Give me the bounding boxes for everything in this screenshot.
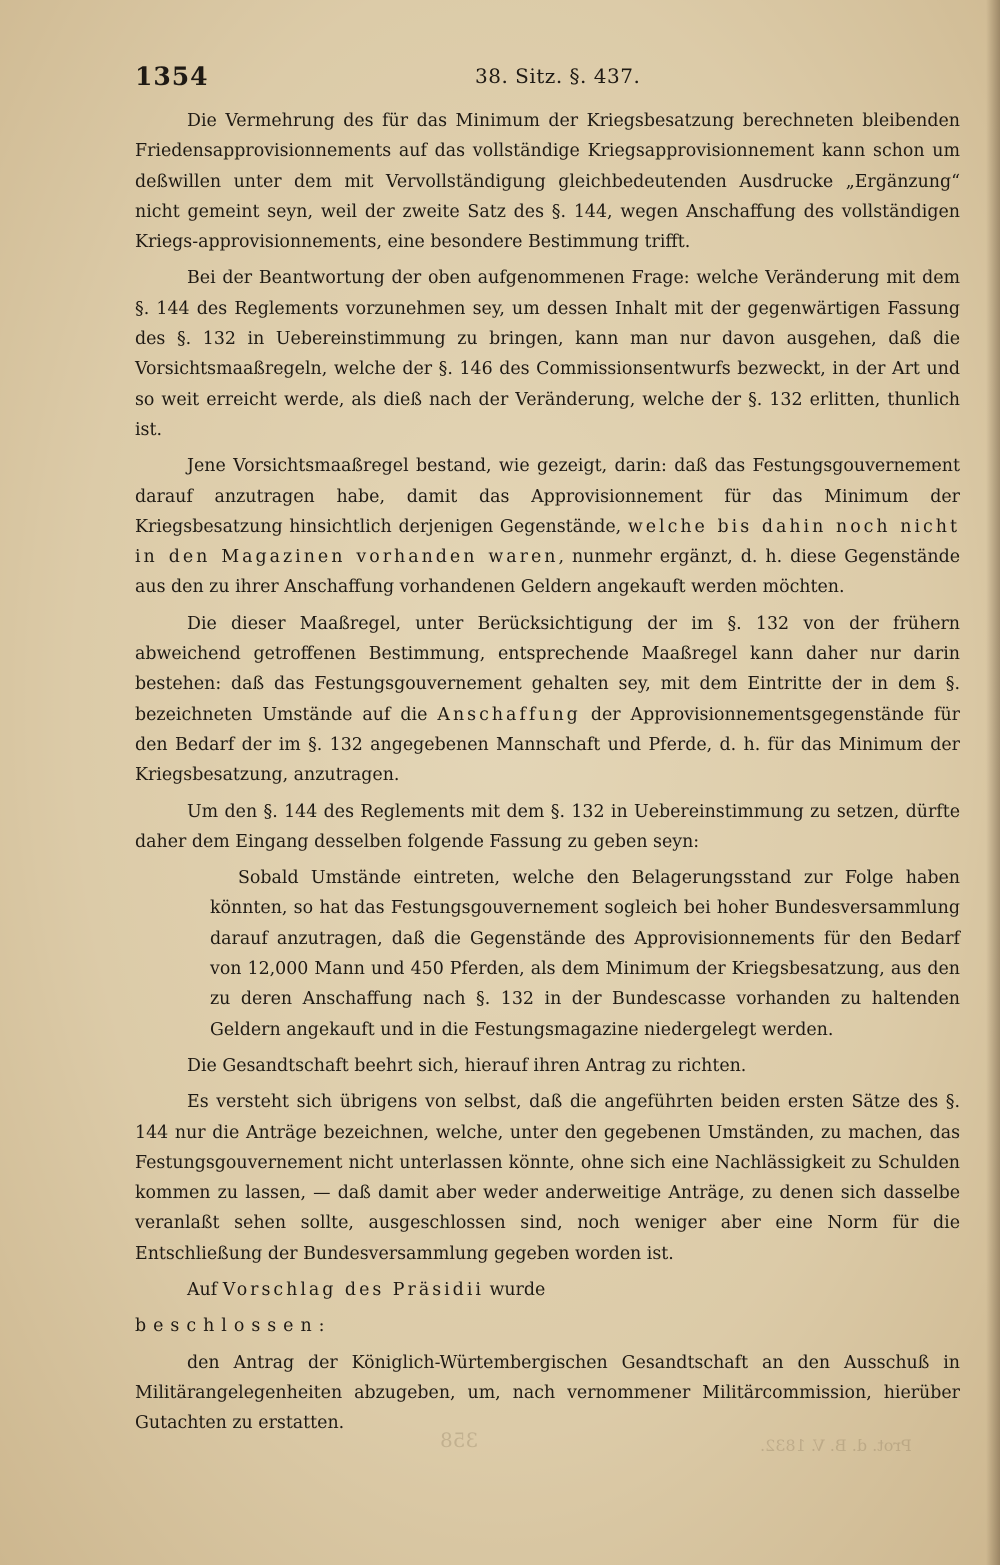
bleed-through-number: 358: [440, 1428, 479, 1452]
proposed-text-quote: Sobald Umstände eintreten, welche den Belagerungsstand zur Folge haben könnten, so hat das Festungsgouvernement sogleich bei hoher Bundesversammlung darauf anzutragen, daß die Gegenstände des Approvisionnements für den Bedarf von 12,000 Mann und 450 Pferden, als dem Minimum der Kriegsbesatzung, aus den zu deren Anschaffung nach §. 132 in der Bundescasse vorhanden zu haltenden Geldern angekauft und in die Festungsmagazine niedergelegt werden.: [210, 868, 960, 1040]
paragraph-8-text-a: Auf: [187, 1279, 223, 1300]
paragraph-8-text-b: wurde: [483, 1279, 546, 1300]
paragraph-3-text-b: , nunmehr ergänzt, d. h. diese Gegenstände aus den zu ihrer Anschaffung vorhandenen Geldern angekauft werden möchten.: [135, 547, 960, 598]
paragraph-4-emphasis: Anschaffung: [437, 704, 581, 725]
paragraph-8: [135, 1275, 960, 1305]
paragraph-4-text-a: Die dieser Maaßregel, unter Berücksichtigung der im §. 132 von der frühern abweichend getroffenen Bestimmung, entsprechende Maaßregel kann daher nur darin bestehen: daß das Festungsgouvernement gehalten sey, mit dem Eintritte der in dem §. bezeichneten Umstände auf die: [135, 613, 960, 725]
paragraph-9: den Antrag der Königlich-Würtembergischen Gesandtschaft an den Ausschuß in Militärangelegenheiten abzugeben, um, nach vernommener Militärcommission, hierüber Gutachten zu erstatten.: [135, 1352, 960, 1434]
bleed-through-text: Prot. d. B. V. 1832.: [760, 1436, 912, 1455]
paragraph-4: [135, 609, 960, 791]
paragraph-5: Um den §. 144 des Reglements mit dem §. 132 in Uebereinstimmung zu setzen, dürfte daher dem Eingang desselben folgende Fassung zu geben seyn:: [135, 801, 960, 852]
paragraph-2: Bei der Beantwortung der oben aufgenommenen Frage: welche Veränderung mit dem §. 144 des Reglements vorzunehmen sey, um dessen Inhalt mit der gegenwärtigen Fassung des §. 132 in Uebereinstimmung zu bringen, kann man nur davon ausgehen, daß die Vorsichtsmaaßregeln, welche der §. 146 des Commissionsentwurfs bezweckt, in der Art und so weit erreicht werde, als dieß nach der Veränderung, welche der §. 132 erlitten, thunlich ist.: [135, 268, 960, 440]
page-edge-shadow: [986, 0, 1000, 1565]
paragraph-6: Die Gesandtschaft beehrt sich, hierauf ihren Antrag zu richten.: [187, 1055, 747, 1076]
document-body: [135, 106, 960, 1444]
resolution-heading: beschlossen:: [135, 1316, 332, 1337]
paragraph-7: Es versteht sich übrigens von selbst, daß die angeführten beiden ersten Sätze des §. 144 nur die Anträge bezeichnen, welche, unter den gegebenen Umständen, zu machen, das Festungsgouvernement nicht unterlassen könnte, ohne sich eine Nachlässigkeit zu Schulden kommen zu lassen, — daß damit aber weder anderweitige Anträge, zu denen sich dasselbe veranlaßt sehen sollte, ausgeschlossen sind, noch weniger aber eine Norm für die Entschließung der Bundesversammlung gegeben worden ist.: [135, 1092, 960, 1264]
paragraph-1: Die Vermehrung des für das Minimum der Kriegsbesatzung berechneten bleibenden Friedensapprovisionnements auf das vollständige Kriegsapprovisionnement kann schon um deßwillen unter dem mit Vervollständigung gleichbedeutenden Ausdrucke „Ergänzung“ nicht gemeint seyn, weil der zweite Satz des §. 144, wegen Anschaffung des vollständigen Kriegs-approvisionnements, eine besondere Bestimmung trifft.: [135, 111, 960, 253]
paragraph-3-text-a: Jene Vorsichtsmaaßregel bestand, wie gezeigt, darin: daß das Festungsgouvernement darauf anzutragen habe, damit das Approvisionnement für das Minimum der Kriegsbesatzung hinsichtlich derjenigen Gegenstände,: [135, 456, 960, 537]
paragraph-8-emphasis: Vorschlag des Präsidii: [222, 1279, 484, 1300]
paragraph-3: [135, 451, 960, 602]
page-number: 1354: [135, 62, 209, 91]
running-head: 38. Sitz. §. 437.: [475, 64, 641, 88]
paragraph-3-emphasis: welche bis dahin noch nicht in den Magazinen vorhanden waren: [135, 516, 960, 568]
paragraph-4-text-b: der Approvisionnementsgegenstände für den Bedarf der im §. 132 angegebenen Mannschaft und Pferde, d. h. für das Minimum der Kriegsbesatzung, anzutragen.: [135, 704, 960, 786]
page-header: [135, 62, 965, 96]
